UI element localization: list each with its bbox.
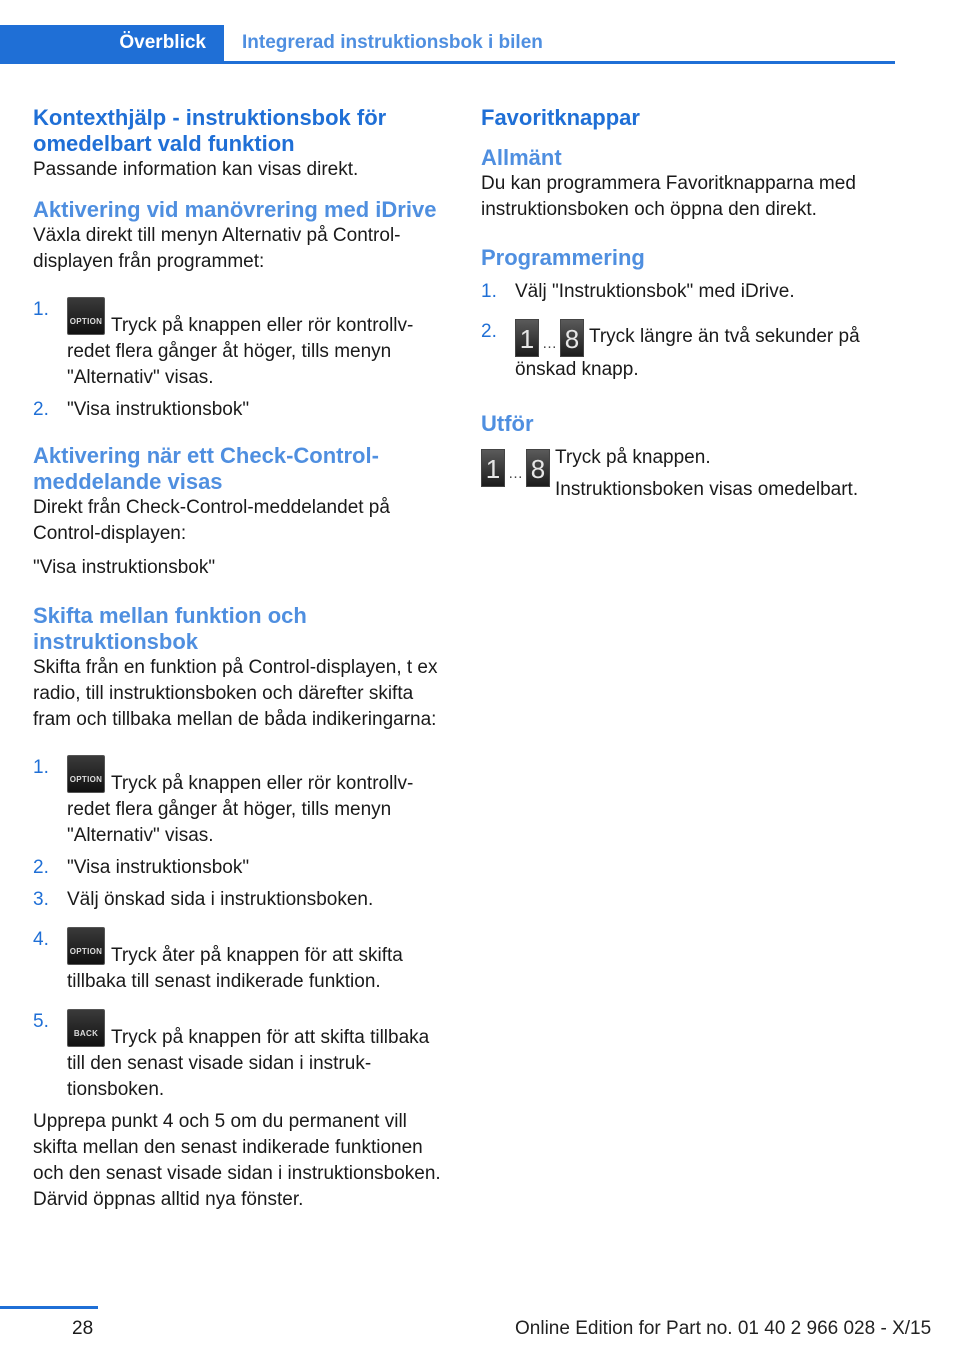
ellipsis-icon: … — [508, 465, 523, 482]
steps-list-idrive — [33, 297, 448, 423]
list-item: 1. Välj "Instruktionsbok" med iDrive. — [481, 281, 795, 302]
favorite-key-1-icon: 1 — [515, 319, 539, 357]
list-item: 1. OPTION Tryck på knappen eller rör kontrollvredet flera gånger åt höger, tills menyn "Alternativ" visas. — [33, 299, 414, 388]
steps-list-switch — [33, 755, 448, 1103]
tab-integrated-manual[interactable]: Integrerad instruktionsbok i bilen — [242, 32, 543, 53]
heading-general: Allmänt — [481, 145, 562, 170]
paragraph: "Visa instruktionsbok" — [33, 557, 216, 578]
list-item: 5. BACK Tryck på knappen för att skifta tillbaka till den senast visade sidan i instruktionsboken. — [33, 1011, 430, 1100]
back-button-icon: BACK — [67, 1009, 105, 1047]
section-title-context-help: Kontexthjälp - instruktionsbok för omedelbart vald funktion — [33, 105, 387, 156]
paragraph: Växla direkt till menyn Alternativ på Control-displayen från programmet: — [33, 225, 401, 272]
list-item: 1. OPTION Tryck på knappen eller rör kontrollvredet flera gånger åt höger, tills menyn "Alternativ" visas. — [33, 757, 414, 846]
heading-execute: Utför — [481, 411, 534, 436]
heading-idrive-activation: Aktivering vid manövrering med iDrive — [33, 197, 437, 222]
steps-list-programming — [481, 279, 896, 383]
list-item: 3. Välj önskad sida i instruktionsboken. — [33, 889, 374, 910]
paragraph: Tryck på knappen. — [555, 447, 711, 468]
paragraph: Du kan programmera Favoritknapparna med instruktionsboken och öppna den direkt. — [481, 173, 856, 220]
list-item: 2. "Visa instruktionsbok" — [33, 857, 250, 878]
paragraph: Passande information kan visas direkt. — [33, 159, 359, 180]
list-item: 2. 1 … 8 Tryck längre än två sekunder på önskad knapp. — [481, 321, 860, 380]
option-button-icon: OPTION — [67, 755, 105, 793]
footer-divider — [0, 1306, 98, 1309]
ellipsis-icon: … — [542, 335, 557, 352]
favorite-keys-icon-group — [481, 449, 550, 487]
page-number: 28 — [72, 1318, 94, 1339]
paragraph: Skifta från en funktion på Control-displayen, t ex radio, till instruktionsboken och därefter skifta fram och tillbaka mellan de båda indikeringarna: — [33, 657, 438, 730]
paragraph: Upprepa punkt 4 och 5 om du permanent vill skifta mellan den senast indikerade funktionen och den senast visade sidan i instruktionsboken. Därvid öppnas alltid nya fönster. — [33, 1111, 441, 1210]
list-item: 2. "Visa instruktionsbok" — [33, 399, 250, 420]
paragraph: Instruktionsboken visas omedelbart. — [555, 479, 859, 500]
list-item: 4. OPTION Tryck åter på knappen för att skifta tillbaka till senast indikerade funktion. — [33, 929, 403, 992]
section-title-favorites: Favoritknappar — [481, 105, 640, 130]
left-column — [33, 105, 448, 1213]
edition-info: Online Edition for Part no. 01 40 2 966 028 - X/15 — [515, 1318, 932, 1339]
heading-switch-function-manual: Skifta mellan funktion och instruktionsbok — [33, 603, 307, 654]
paragraph: Direkt från Check-Control-meddelandet på Control-displayen: — [33, 497, 390, 544]
tab-overview[interactable]: Överblick — [0, 25, 224, 61]
option-button-icon: OPTION — [67, 927, 105, 965]
execute-block — [481, 445, 896, 525]
header-tabbar — [0, 25, 895, 64]
heading-check-control-activation: Aktivering när ett Check-Control-meddelande visas — [33, 443, 379, 494]
favorite-key-1-icon: 1 — [481, 449, 505, 487]
heading-programming: Programmering — [481, 245, 645, 270]
favorite-key-8-icon: 8 — [526, 449, 550, 487]
option-button-icon: OPTION — [67, 297, 105, 335]
right-column — [481, 105, 896, 525]
favorite-key-8-icon: 8 — [560, 319, 584, 357]
